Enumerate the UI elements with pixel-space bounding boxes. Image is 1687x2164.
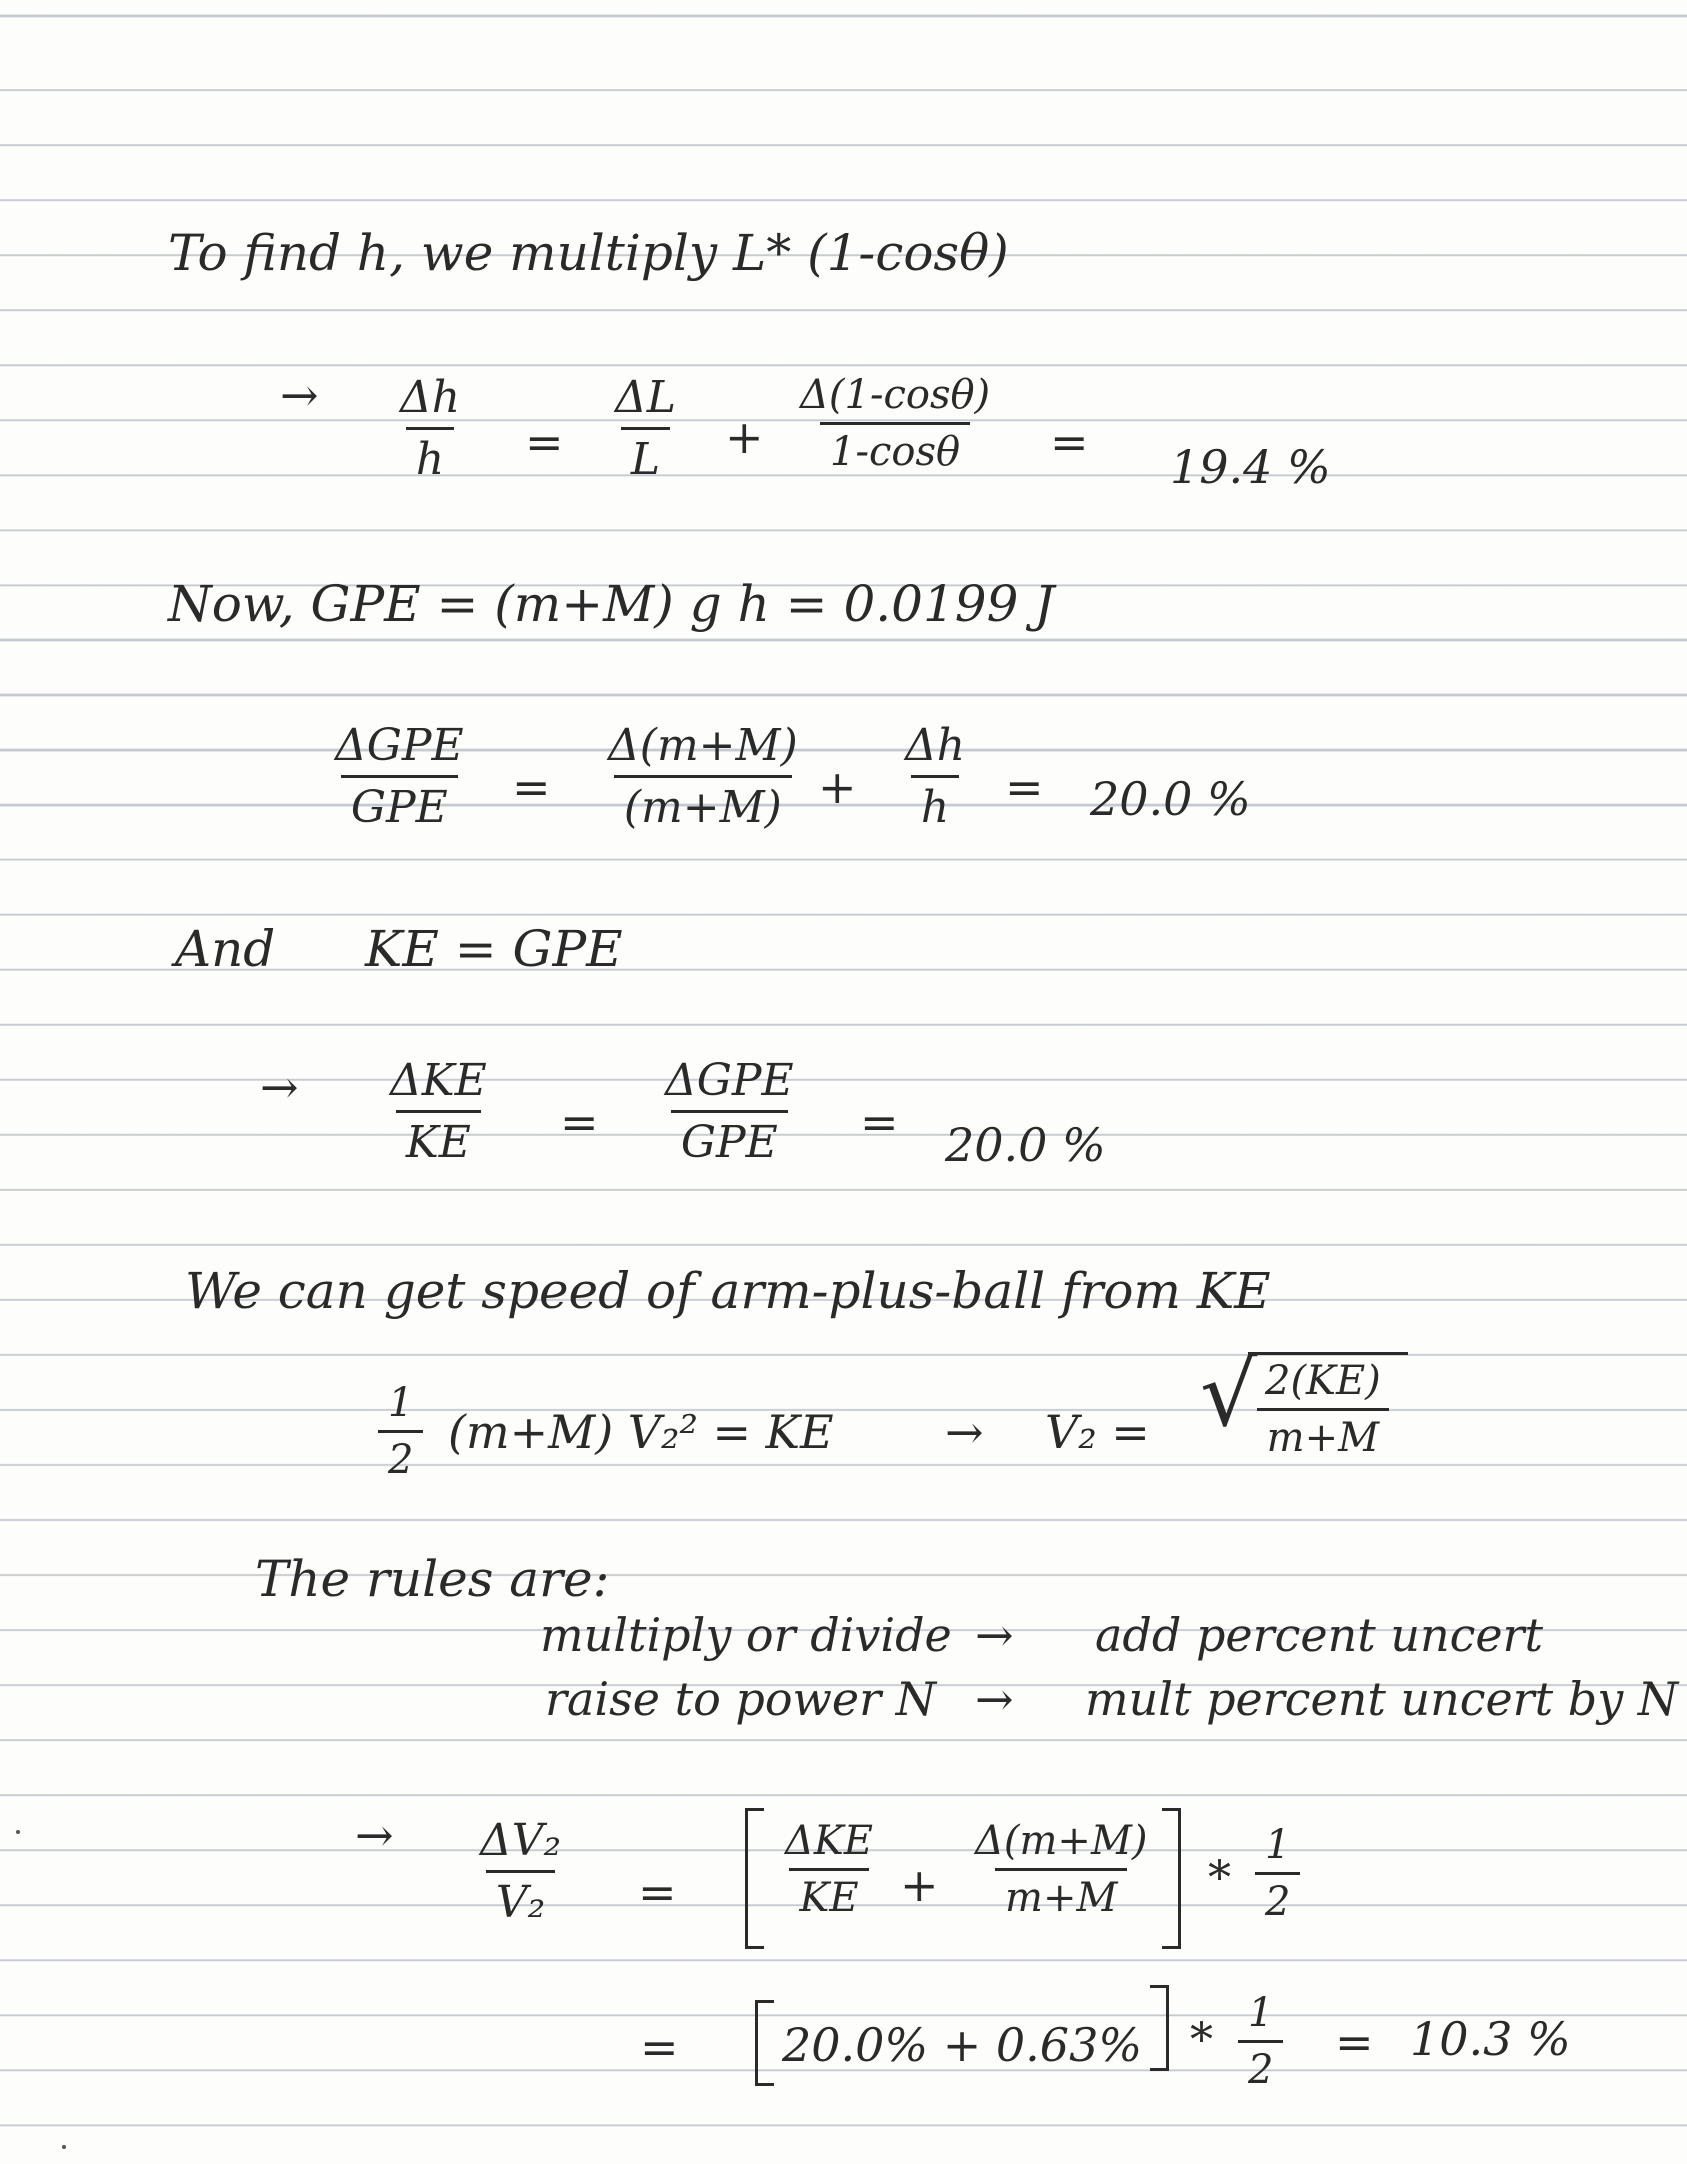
arrow-icon: → <box>355 1808 394 1862</box>
plus-sign: + <box>725 410 764 464</box>
fraction-dmass-over-mass <box>965 1818 1158 1921</box>
fraction-denominator: 2 <box>1255 1872 1300 1925</box>
v2-equals: V₂ = <box>1045 1405 1150 1459</box>
line-speed-from-ke: We can get speed of arm-plus-ball from KE <box>185 1262 1271 1320</box>
fraction-numerator: ΔGPE <box>335 720 464 771</box>
equals-sign: = <box>860 1095 899 1149</box>
equals-sign: = <box>1050 415 1089 469</box>
times-sign: * <box>1208 1850 1231 1904</box>
fraction-numerator: Δ(m+M) <box>608 720 798 771</box>
margin-speck <box>16 1830 20 1834</box>
fraction-numerator: ΔGPE <box>665 1055 794 1106</box>
rule-multiply-divide: multiply or divide <box>540 1608 952 1662</box>
fraction-numerator: Δh <box>400 372 461 423</box>
fraction-numerator: 1 <box>1265 1822 1291 1868</box>
line-gpe-equation: Now, GPE = (m+M) g h = 0.0199 J <box>168 575 1055 633</box>
fraction-numerator: 2(KE) <box>1265 1358 1381 1404</box>
fraction-numerator: 1 <box>1248 1990 1274 2036</box>
rule-mult-percent: mult percent uncert by N <box>1085 1672 1679 1726</box>
rule-add-percent: add percent uncert <box>1095 1608 1544 1662</box>
result-value: 19.4 % <box>1170 440 1331 494</box>
fraction-numerator: ΔV₂ <box>480 1815 562 1866</box>
fraction-denominator: m+M <box>1257 1408 1389 1461</box>
fraction-denominator: h <box>911 775 959 833</box>
result-value: 20.0 % <box>1090 772 1251 826</box>
equals-sign: = <box>1335 2015 1374 2069</box>
fraction-2ke-over-mass <box>1255 1358 1391 1461</box>
left-bracket <box>755 2000 774 2086</box>
arrow-icon: → <box>260 1060 299 1114</box>
fraction-numerator: ΔL <box>615 372 676 423</box>
fraction-denominator: 2 <box>1238 2040 1283 2093</box>
fraction-dke-over-ke <box>775 1818 883 1921</box>
fraction-dke-over-ke <box>380 1055 497 1168</box>
fraction-one-half <box>1255 1822 1300 1925</box>
line-rules-heading: The rules are: <box>255 1550 610 1608</box>
fraction-one-half <box>1238 1990 1283 2093</box>
fraction-denominator: m+M <box>995 1868 1127 1921</box>
fraction-denominator: L <box>621 427 670 485</box>
sum-of-percents: 20.0% + 0.63% <box>782 2018 1143 2072</box>
fraction-dv2-over-v2 <box>470 1815 571 1928</box>
equals-sign: = <box>525 415 564 469</box>
square-root-icon: √ <box>1200 1342 1258 1447</box>
equals-sign: = <box>1005 760 1044 814</box>
right-bracket <box>1150 1985 1169 2071</box>
rule-raise-power: raise to power N <box>545 1672 936 1726</box>
plus-sign: + <box>818 760 857 814</box>
fraction-numerator: ΔKE <box>785 1818 873 1864</box>
fraction-denominator: 1-cosθ <box>820 422 970 475</box>
arrow-icon: → <box>975 1672 1014 1726</box>
word-and: And <box>175 920 276 978</box>
fraction-denominator: h <box>406 427 454 485</box>
equals-sign: = <box>638 1865 677 1919</box>
fraction-denominator: GPE <box>341 775 458 833</box>
fraction-dl-over-l <box>605 372 686 485</box>
times-sign: * <box>1190 2012 1213 2066</box>
fraction-numerator: Δ(1-cosθ) <box>800 372 991 418</box>
arrow-icon: → <box>975 1608 1014 1662</box>
fraction-numerator: Δh <box>905 720 966 771</box>
fraction-dh-over-h <box>390 372 470 485</box>
fraction-denominator: KE <box>396 1110 481 1168</box>
arrow-icon: → <box>280 368 319 422</box>
equals-sign: = <box>640 2020 679 2074</box>
fraction-dh-over-h <box>895 720 975 833</box>
fraction-denominator: (m+M) <box>614 775 792 833</box>
fraction-dgpe-over-gpe <box>655 1055 804 1168</box>
fraction-one-half <box>378 1380 423 1483</box>
equals-sign: = <box>560 1095 599 1149</box>
fraction-denominator: V₂ <box>486 1870 555 1928</box>
fraction-numerator: 1 <box>388 1380 414 1426</box>
line-kinetic-energy-equation: (m+M) V₂² = KE <box>448 1405 834 1459</box>
line-ke-equals-gpe: KE = GPE <box>365 920 623 978</box>
fraction-denominator: 2 <box>378 1430 423 1483</box>
fraction-d-one-minus-cos <box>790 372 1000 475</box>
plus-sign: + <box>900 1858 939 1912</box>
fraction-dgpe-over-gpe <box>325 720 474 833</box>
arrow-icon: → <box>945 1405 984 1459</box>
fraction-dmass-over-mass <box>598 720 808 833</box>
result-value: 20.0 % <box>945 1118 1106 1172</box>
fraction-denominator: KE <box>789 1868 868 1921</box>
result-value: 10.3 % <box>1410 2012 1571 2066</box>
line-find-h: To find h, we multiply L* (1-cosθ) <box>168 224 1009 282</box>
square-root-bar <box>1248 1352 1408 1355</box>
fraction-numerator: Δ(m+M) <box>975 1818 1148 1864</box>
left-bracket <box>745 1808 764 1949</box>
margin-speck <box>62 2145 66 2149</box>
fraction-denominator: GPE <box>671 1110 788 1168</box>
right-bracket <box>1162 1808 1181 1949</box>
equals-sign: = <box>512 760 551 814</box>
fraction-numerator: ΔKE <box>390 1055 487 1106</box>
